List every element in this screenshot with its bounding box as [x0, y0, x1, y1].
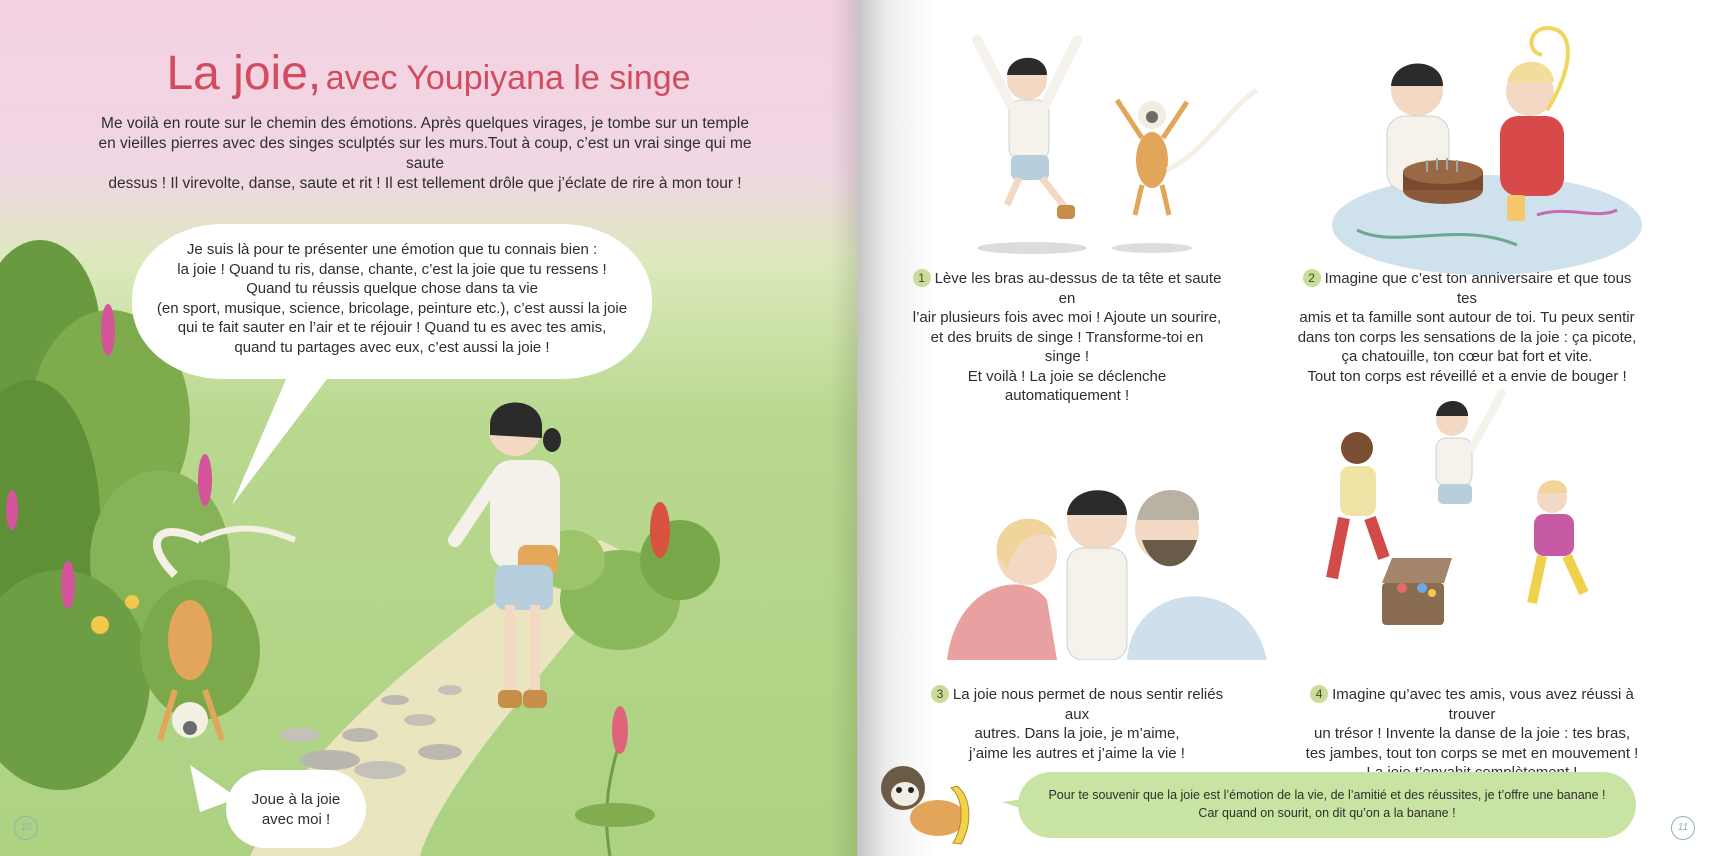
- step-number-badge: 3: [931, 685, 949, 703]
- speech-bubble-small-text: [226, 790, 366, 829]
- banana-bubble-text: [1030, 786, 1624, 822]
- step-line: dans ton corps les sensations de la joie : ça picote,: [1297, 328, 1637, 346]
- step-text: Imagine qu’avec tes amis, vous avez réussi à trouver: [1332, 686, 1634, 723]
- page-number-right: 11: [1671, 816, 1695, 840]
- step-line: j’aime les autres et j’aime la vie !: [969, 744, 1185, 762]
- step-line: [1297, 269, 1637, 308]
- step-1: [912, 269, 1222, 406]
- bubble-line: quand tu partages avec eux, c’est aussi la joie !: [234, 338, 550, 356]
- speech-bubble-main-text: [142, 240, 642, 357]
- step-line: et des bruits de singe ! Transforme-toi en singe !: [930, 328, 1204, 365]
- step-line: l’air plusieurs fois avec moi ! Ajoute un sourire,: [912, 309, 1222, 326]
- page-number-left: 10: [14, 816, 38, 840]
- step-line: ça chatouille, ton cœur bat fort et vite.: [1341, 348, 1593, 365]
- intro-line: dessus ! Il virevolte, danse, saute et rit ! Il est tellement drôle que j’éclate de rire à mon tour !: [108, 175, 742, 192]
- illustration-birthday: [1317, 20, 1657, 280]
- bubble-line: avec moi !: [261, 810, 331, 828]
- step-number-badge: 2: [1303, 269, 1321, 287]
- illustration-jumping: [927, 20, 1267, 260]
- step-line: Tout ton corps est réveillé et a envie de bouger !: [1307, 367, 1627, 385]
- bubble-line: Joue à la joie: [251, 791, 341, 808]
- step-line: Et voilà ! La joie se déclenche automatiquement !: [967, 367, 1167, 404]
- illustration-treasure-dance: [1272, 388, 1612, 678]
- intro-line: en vieilles pierres avec des singes sculptés sur les murs.Tout à coup, c’est un vrai singe qui me saute: [98, 135, 752, 172]
- illustration-family: [947, 460, 1267, 660]
- step-line: [912, 269, 1222, 308]
- step-line: [927, 685, 1227, 724]
- step-2: [1297, 269, 1637, 386]
- bubble-line: la joie ! Quand tu ris, danse, chante, c’est la joie que tu ressens !: [177, 260, 607, 278]
- step-4: [1287, 685, 1657, 783]
- step-line: tes jambes, tout ton corps se met en mouvement !: [1305, 744, 1639, 762]
- banana-line: Pour te souvenir que la joie est l’émotion de la vie, de l’amitié et des réussites, je t’offre une banane !: [1048, 788, 1606, 802]
- banana-line: Car quand on sourit, on dit qu’on a la banane !: [1198, 806, 1456, 820]
- step-line: [1287, 685, 1657, 724]
- step-line: amis et ta famille sont autour de toi. Tu peux sentir: [1299, 309, 1635, 326]
- intro-line: Me voilà en route sur le chemin des émotions. Après quelques virages, je tombe sur un temple: [101, 115, 749, 132]
- step-text: Lève les bras au-dessus de ta tête et saute en: [934, 270, 1222, 307]
- bubble-line: qui te fait sauter en l’air et te réjouir ! Quand tu es avec tes amis,: [177, 319, 607, 336]
- bubble-line: (en sport, musique, science, bricolage, peinture etc.), c’est aussi la joie: [156, 299, 628, 317]
- bubble-line: Je suis là pour te présenter une émotion que tu connais bien :: [186, 241, 598, 258]
- title-subtitle: avec Youpiyana le singe: [325, 59, 691, 97]
- step-number-badge: 4: [1310, 685, 1328, 703]
- step-line: autres. Dans la joie, je m’aime,: [974, 725, 1180, 742]
- bubble-line: Quand tu réussis quelque chose dans ta vie: [246, 280, 538, 297]
- step-text: La joie nous permet de nous sentir reliés aux: [952, 686, 1224, 723]
- title-main: La joie,: [166, 47, 322, 100]
- step-line: un trésor ! Invente la danse de la joie : tes bras,: [1313, 725, 1631, 742]
- book-fold-shadow: [830, 0, 884, 856]
- step-number-badge: 1: [913, 269, 931, 287]
- step-text: Imagine que c’est ton anniversaire et que tous tes: [1324, 270, 1632, 307]
- right-page: [857, 0, 1714, 856]
